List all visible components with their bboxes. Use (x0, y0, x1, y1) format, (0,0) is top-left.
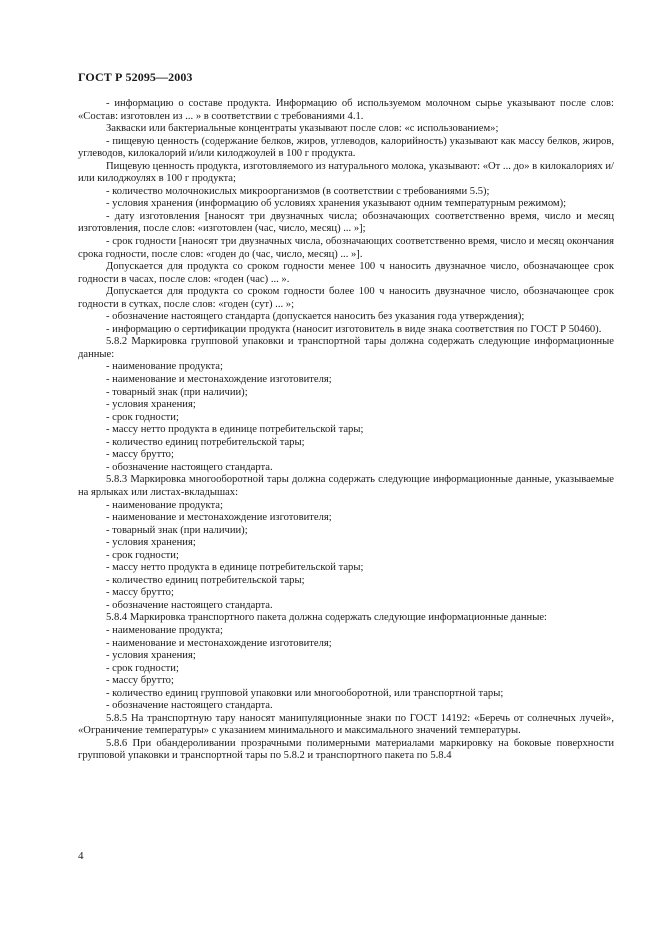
list-item: - наименование и местонахождение изготовителя; (106, 512, 332, 524)
paragraph: - количество молочнокислых микроорганизмов (в соответствии с требованиями 5.5); (106, 185, 490, 197)
list-item: - товарный знак (при наличии); (106, 386, 248, 398)
list-item: - товарный знак (при наличии); (106, 524, 248, 536)
list-item: - обозначение настоящего стандарта. (106, 599, 273, 611)
list-item: - массу нетто продукта в единице потребительской тары; (106, 424, 364, 436)
paragraph: Пищевую ценность продукта, изготовляемого из натурального молока, указывают: «От ... до» в килокалориях и/или килоджоулях в 100 г продукта; (78, 160, 614, 185)
paragraph: - информацию о составе продукта. Информацию об используемом молочном сырье указывают после слов: «Состав: изготовлен из ... » в соответствии с требованиями 4.1. (78, 98, 614, 122)
list-item: - условия хранения; (106, 399, 196, 411)
paragraph: Допускается для продукта со сроком годности более 100 ч наносить двузначное число, обозначающее срок годности в сутках, после слов: «годен (сут) ... »; (78, 286, 614, 310)
paragraph: - дату изготовления [наносят три двузначных числа; обозначающих соответственно время, число и месяц изготовления, после слов: «изготовлен (час, число, месяц) ... »]; (78, 210, 614, 235)
paragraph: Закваски или бактериальные концентраты указывают после слов: «с использованием»; (106, 123, 499, 135)
list-item: - срок годности; (106, 662, 179, 674)
list-item: - наименование продукта; (106, 624, 223, 636)
list-item: - количество единиц потребительской тары; (106, 574, 305, 586)
section-5-8-3: 5.8.3 Маркировка многооборотной тары должна содержать следующие информационные данные, указываемые на ярлыках или листах-вкладышах: (78, 474, 614, 498)
list-item: - условия хранения; (106, 650, 196, 662)
list-item: - массу брутто; (106, 449, 174, 461)
list-item: - срок годности; (106, 549, 179, 561)
paragraph: Допускается для продукта со сроком годности менее 100 ч наносить двузначное число, обозначающее срок годности в часах, после слов: «годен (час) ... ». (78, 261, 614, 285)
section-5-8-5: 5.8.5 На транспортную тару наносят манипуляционные знаки по ГОСТ 14192: «Беречь от солнечных лучей», «Ограничение температуры» с указанием минимального и максимального значений температуры. (78, 712, 614, 737)
list-item: - массу брутто; (106, 675, 174, 687)
list-item: - количество единиц групповой упаковки или многооборотной, или транспортной тары; (106, 687, 504, 699)
paragraph: - информацию о сертификации продукта (наносит изготовитель в виде знака соответствия по ГОСТ Р 50460). (106, 323, 602, 335)
page-number: 4 (78, 850, 84, 862)
list-item: - обозначение настоящего стандарта. (106, 700, 273, 712)
list-item: - срок годности; (106, 411, 179, 423)
list-item: - наименование и местонахождение изготовителя; (106, 374, 332, 386)
list-item: - наименование продукта; (106, 499, 223, 511)
list-item: - условия хранения; (106, 537, 196, 549)
list-item: - массу нетто продукта в единице потребительской тары; (106, 562, 364, 574)
paragraph: - срок годности [наносят три двузначных числа, обозначающих соответственно время, число и месяц окончания срока годности, после слов: «годен до (час, число, месяц) ... »]. (78, 236, 614, 260)
list-item: - количество единиц потребительской тары; (106, 436, 305, 448)
section-5-8-2: 5.8.2 Маркировка групповой упаковки и транспортной тары должна содержать следующие информационные данные: (78, 336, 614, 360)
section-5-8-6: 5.8.6 При обандероливании прозрачными полимерными материалами маркировку на боковые поверхности групповой упаковки и транспортной тары по 5.8.2 и транспортного пакета по 5.8.4 (78, 737, 614, 762)
list-item: - наименование продукта; (106, 361, 223, 373)
paragraph: - пищевую ценность (содержание белков, жиров, углеводов, калорийность) указывают как массу белков, жиров, углеводов, килокалорий и/или килоджоулей в 100 г продукта. (78, 135, 614, 160)
list-item: - обозначение настоящего стандарта. (106, 461, 273, 473)
paragraph: - условия хранения (информацию об условиях хранения указывают одним температурным режимом); (106, 198, 567, 210)
section-5-8-4: 5.8.4 Маркировка транспортного пакета должна содержать следующие информационные данные: (106, 612, 547, 624)
document-body (78, 98, 614, 763)
paragraph: - обозначение настоящего стандарта (допускается наносить без указания года утверждения); (106, 311, 525, 323)
document-header: ГОСТ Р 52095—2003 (78, 70, 193, 84)
list-item: - наименование и местонахождение изготовителя; (106, 637, 332, 649)
list-item: - массу брутто; (106, 587, 174, 599)
